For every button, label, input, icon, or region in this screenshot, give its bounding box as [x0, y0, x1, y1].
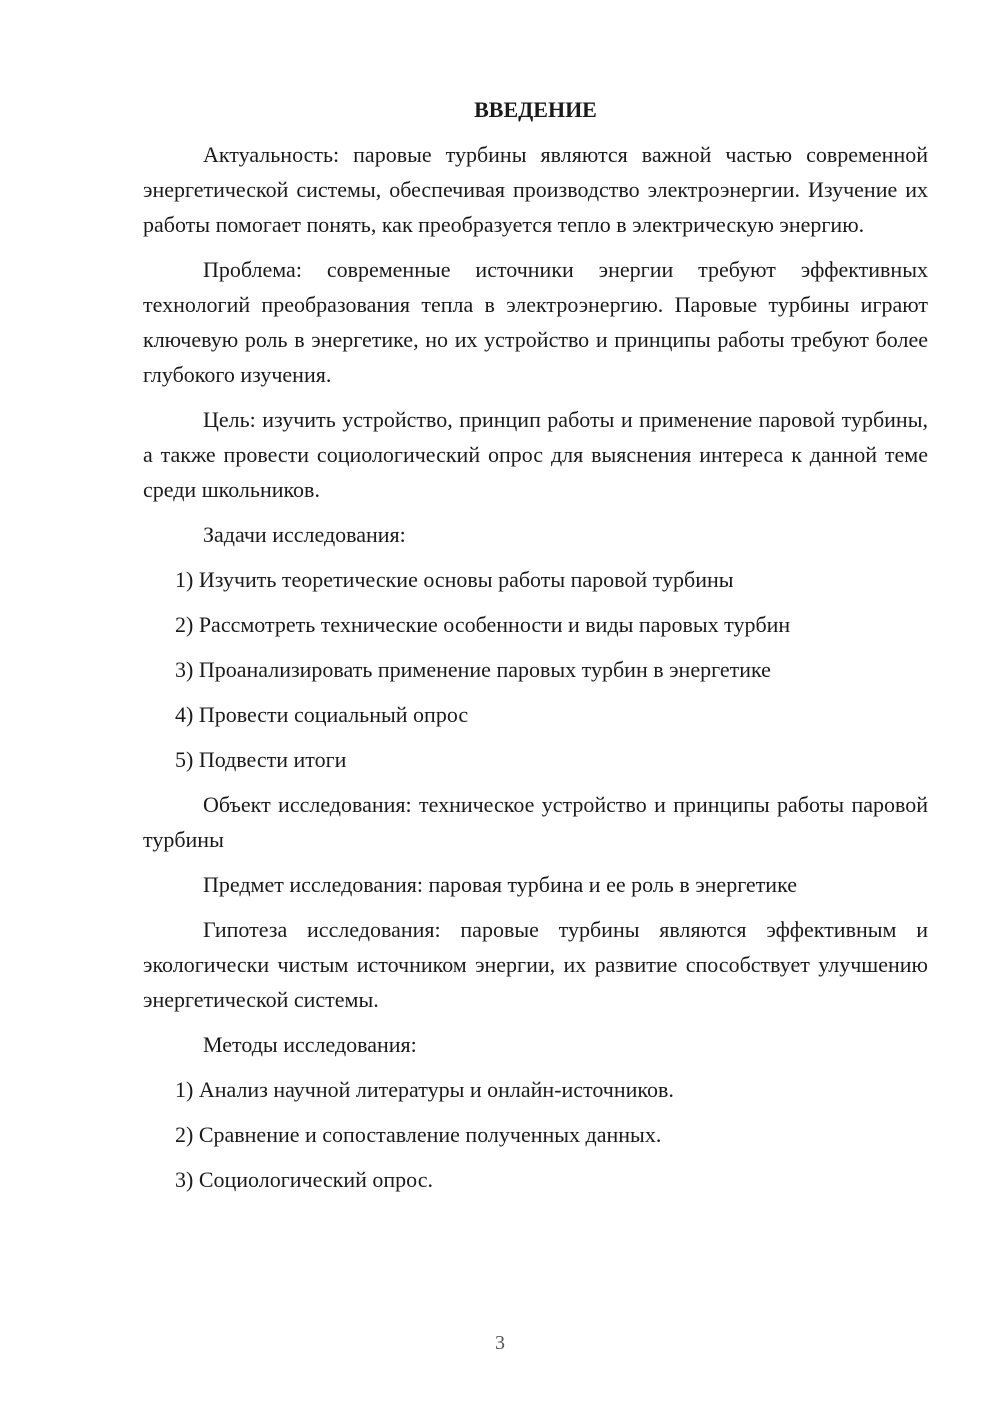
- document-page: [143, 92, 928, 1207]
- method-item: 1) Анализ научной литературы и онлайн-источников.: [175, 1077, 674, 1102]
- methods-heading: Методы исследования:: [203, 1032, 417, 1057]
- task-item: 2) Рассмотреть технические особенности и виды паровых турбин: [175, 612, 791, 637]
- tasks-heading: Задачи исследования:: [203, 522, 406, 547]
- subject-paragraph: Предмет исследования: паровая турбина и ее роль в энергетике: [203, 872, 797, 897]
- object-paragraph: Объект исследования: техническое устройство и принципы работы паровой турбины: [143, 792, 928, 852]
- section-title: ВВЕДЕНИЕ: [474, 97, 597, 122]
- hypothesis-paragraph: Гипотеза исследования: паровые турбины являются эффективным и экологически чистым источником энергии, их развитие способствует улучшению энергетической системы.: [143, 917, 928, 1012]
- page-number: 3: [495, 1332, 505, 1354]
- method-item: 3) Социологический опрос.: [175, 1167, 433, 1192]
- task-item: 5) Подвести итоги: [175, 747, 347, 772]
- method-item: 2) Сравнение и сопоставление полученных данных.: [175, 1122, 662, 1147]
- relevance-paragraph: Актуальность: паровые турбины являются важной частью современной энергетической системы, обеспечивая производство электроэнергии. Изучение их работы помогает понять, как преобразуется тепло в электрическую энергию.: [143, 142, 928, 237]
- task-item: 3) Проанализировать применение паровых турбин в энергетике: [175, 657, 771, 682]
- problem-paragraph: Проблема: современные источники энергии требуют эффективных технологий преобразования тепла в электроэнергию. Паровые турбины играют ключевую роль в энергетике, но их устройство и принципы работы требуют более глубокого изучения.: [143, 257, 928, 387]
- task-item: 1) Изучить теоретические основы работы паровой турбины: [175, 567, 734, 592]
- task-item: 4) Провести социальный опрос: [175, 702, 469, 727]
- goal-paragraph: Цель: изучить устройство, принцип работы и применение паровой турбины, а также провести социологический опрос для выяснения интереса к данной теме среди школьников.: [143, 407, 928, 502]
